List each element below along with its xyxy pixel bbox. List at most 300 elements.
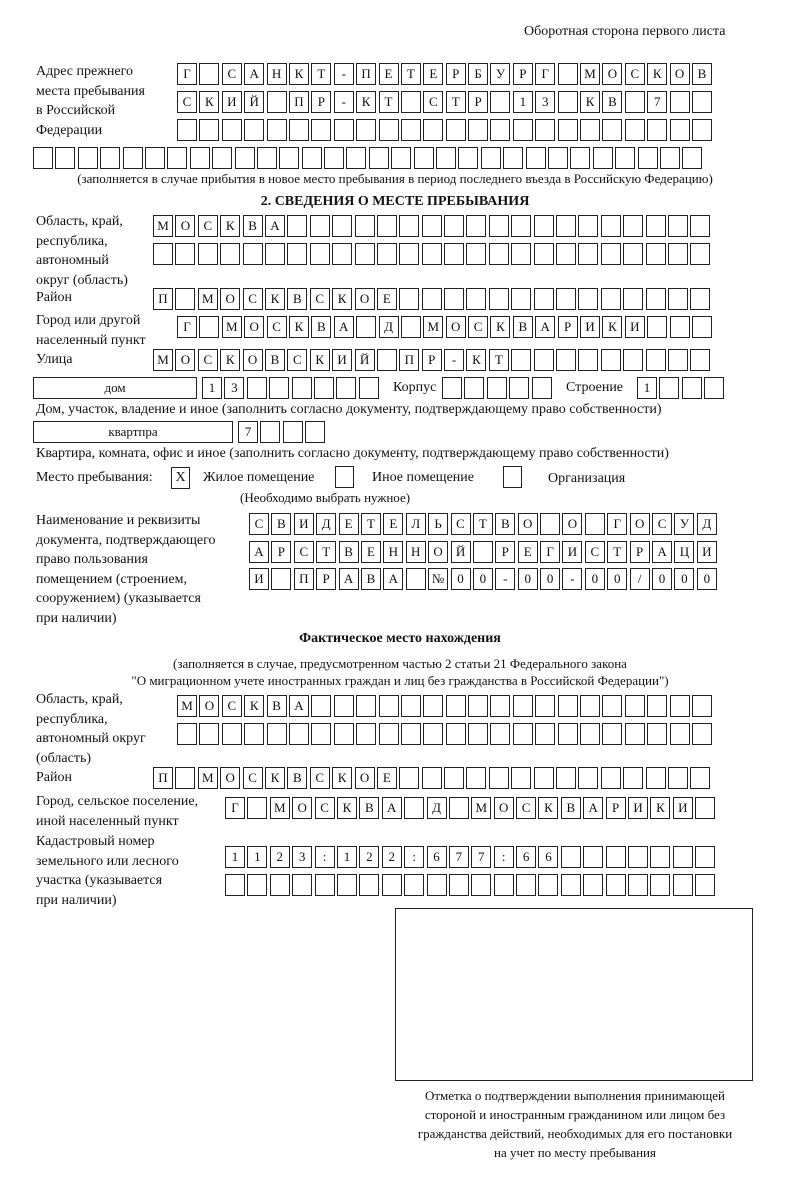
char-cell[interactable] [690, 243, 710, 265]
char-cell[interactable]: М [177, 695, 197, 717]
char-cell[interactable]: Д [379, 316, 399, 338]
char-cell[interactable] [682, 147, 702, 169]
char-cell[interactable]: А [583, 797, 603, 819]
char-cell[interactable]: Н [383, 541, 403, 563]
char-cell[interactable] [659, 377, 679, 399]
char-cell[interactable] [692, 695, 712, 717]
char-cell[interactable] [670, 316, 690, 338]
street-row[interactable] [153, 349, 713, 371]
char-cell[interactable] [593, 147, 613, 169]
char-cell[interactable] [561, 874, 581, 896]
char-cell[interactable]: И [562, 541, 582, 563]
char-cell[interactable]: 3 [292, 846, 312, 868]
char-cell[interactable] [369, 147, 389, 169]
char-cell[interactable]: О [355, 288, 375, 310]
char-cell[interactable] [177, 119, 197, 141]
char-cell[interactable]: В [495, 513, 515, 535]
char-cell[interactable] [283, 421, 303, 443]
char-cell[interactable]: 2 [270, 846, 290, 868]
char-cell[interactable] [260, 421, 280, 443]
char-cell[interactable] [270, 874, 290, 896]
char-cell[interactable]: С [267, 316, 287, 338]
char-cell[interactable]: 1 [337, 846, 357, 868]
char-cell[interactable]: И [294, 513, 314, 535]
char-cell[interactable]: О [220, 288, 240, 310]
flat-number-row[interactable] [238, 421, 328, 443]
char-cell[interactable] [302, 147, 322, 169]
char-cell[interactable]: 1 [513, 91, 533, 113]
char-cell[interactable] [444, 243, 464, 265]
char-cell[interactable] [334, 695, 354, 717]
char-cell[interactable] [379, 723, 399, 745]
char-cell[interactable] [404, 797, 424, 819]
char-cell[interactable]: С [287, 349, 307, 371]
char-cell[interactable] [516, 874, 536, 896]
char-cell[interactable] [359, 874, 379, 896]
char-cell[interactable]: 6 [538, 846, 558, 868]
char-cell[interactable] [145, 147, 165, 169]
char-cell[interactable]: И [580, 316, 600, 338]
char-cell[interactable]: Г [177, 63, 197, 85]
char-cell[interactable] [314, 377, 334, 399]
char-cell[interactable] [628, 846, 648, 868]
char-cell[interactable] [695, 846, 715, 868]
char-cell[interactable] [468, 695, 488, 717]
char-cell[interactable]: И [625, 316, 645, 338]
char-cell[interactable] [458, 147, 478, 169]
char-cell[interactable]: П [399, 349, 419, 371]
char-cell[interactable]: К [490, 316, 510, 338]
char-cell[interactable]: А [249, 541, 269, 563]
char-cell[interactable]: О [199, 695, 219, 717]
char-cell[interactable] [625, 695, 645, 717]
char-cell[interactable] [646, 767, 666, 789]
char-cell[interactable]: О [494, 797, 514, 819]
char-cell[interactable]: 1 [202, 377, 222, 399]
char-cell[interactable]: Р [316, 568, 336, 590]
char-cell[interactable] [324, 147, 344, 169]
char-cell[interactable] [670, 119, 690, 141]
char-cell[interactable]: К [332, 767, 352, 789]
previous-address-row[interactable] [177, 91, 714, 113]
char-cell[interactable]: С [243, 288, 263, 310]
char-cell[interactable] [601, 767, 621, 789]
char-cell[interactable] [623, 215, 643, 237]
char-cell[interactable] [287, 215, 307, 237]
char-cell[interactable]: Г [225, 797, 245, 819]
char-cell[interactable]: К [580, 91, 600, 113]
char-cell[interactable] [356, 695, 376, 717]
char-cell[interactable] [247, 377, 267, 399]
char-cell[interactable] [382, 874, 402, 896]
char-cell[interactable]: Т [607, 541, 627, 563]
char-cell[interactable]: В [271, 513, 291, 535]
char-cell[interactable]: 0 [540, 568, 560, 590]
char-cell[interactable] [466, 215, 486, 237]
char-cell[interactable]: Г [540, 541, 560, 563]
char-cell[interactable]: 7 [471, 846, 491, 868]
char-cell[interactable]: Д [316, 513, 336, 535]
char-cell[interactable]: С [451, 513, 471, 535]
char-cell[interactable]: С [249, 513, 269, 535]
char-cell[interactable] [332, 243, 352, 265]
char-cell[interactable] [628, 874, 648, 896]
char-cell[interactable] [583, 874, 603, 896]
char-cell[interactable] [601, 349, 621, 371]
actual-region-row[interactable] [177, 695, 714, 717]
char-cell[interactable] [511, 215, 531, 237]
char-cell[interactable] [602, 723, 622, 745]
char-cell[interactable]: И [249, 568, 269, 590]
char-cell[interactable] [356, 723, 376, 745]
char-cell[interactable]: К [602, 316, 622, 338]
char-cell[interactable] [503, 147, 523, 169]
char-cell[interactable]: С [585, 541, 605, 563]
char-cell[interactable]: 3 [535, 91, 555, 113]
char-cell[interactable] [466, 243, 486, 265]
char-cell[interactable] [311, 723, 331, 745]
char-cell[interactable]: Р [271, 541, 291, 563]
char-cell[interactable] [190, 147, 210, 169]
char-cell[interactable]: О [243, 349, 263, 371]
char-cell[interactable] [623, 349, 643, 371]
char-cell[interactable] [668, 767, 688, 789]
char-cell[interactable] [422, 243, 442, 265]
char-cell[interactable] [601, 243, 621, 265]
char-cell[interactable]: Ь [428, 513, 448, 535]
char-cell[interactable] [468, 723, 488, 745]
char-cell[interactable] [602, 119, 622, 141]
char-cell[interactable] [602, 695, 622, 717]
actual-region-row[interactable] [177, 723, 714, 745]
char-cell[interactable] [690, 767, 710, 789]
char-cell[interactable] [606, 846, 626, 868]
char-cell[interactable]: Е [361, 541, 381, 563]
char-cell[interactable]: Т [361, 513, 381, 535]
char-cell[interactable]: В [692, 63, 712, 85]
document-row[interactable] [249, 568, 719, 590]
char-cell[interactable]: К [647, 63, 667, 85]
char-cell[interactable] [287, 243, 307, 265]
char-cell[interactable] [244, 119, 264, 141]
char-cell[interactable]: П [289, 91, 309, 113]
char-cell[interactable]: 0 [451, 568, 471, 590]
region-row[interactable] [153, 243, 713, 265]
char-cell[interactable]: П [294, 568, 314, 590]
char-cell[interactable]: 0 [697, 568, 717, 590]
char-cell[interactable]: 1 [247, 846, 267, 868]
char-cell[interactable]: С [516, 797, 536, 819]
char-cell[interactable]: О [244, 316, 264, 338]
stay-residential-checkbox[interactable]: X [171, 467, 190, 489]
char-cell[interactable] [556, 243, 576, 265]
char-cell[interactable] [580, 119, 600, 141]
char-cell[interactable] [695, 874, 715, 896]
char-cell[interactable]: Р [606, 797, 626, 819]
previous-address-row[interactable] [33, 147, 705, 169]
char-cell[interactable]: А [652, 541, 672, 563]
char-cell[interactable] [580, 723, 600, 745]
char-cell[interactable] [668, 243, 688, 265]
char-cell[interactable] [511, 288, 531, 310]
char-cell[interactable] [601, 215, 621, 237]
char-cell[interactable] [490, 119, 510, 141]
char-cell[interactable] [468, 119, 488, 141]
char-cell[interactable]: Р [495, 541, 515, 563]
char-cell[interactable]: 2 [359, 846, 379, 868]
char-cell[interactable]: / [630, 568, 650, 590]
char-cell[interactable] [334, 723, 354, 745]
char-cell[interactable]: 0 [473, 568, 493, 590]
char-cell[interactable] [199, 316, 219, 338]
house-type-field[interactable]: дом [33, 377, 197, 399]
char-cell[interactable] [222, 119, 242, 141]
char-cell[interactable] [257, 147, 277, 169]
house-number-row[interactable] [202, 377, 381, 399]
district-row[interactable] [153, 288, 713, 310]
char-cell[interactable]: О [292, 797, 312, 819]
char-cell[interactable] [422, 767, 442, 789]
char-cell[interactable]: У [490, 63, 510, 85]
char-cell[interactable] [444, 288, 464, 310]
char-cell[interactable] [199, 63, 219, 85]
char-cell[interactable] [177, 723, 197, 745]
char-cell[interactable] [690, 288, 710, 310]
char-cell[interactable]: В [287, 288, 307, 310]
char-cell[interactable] [471, 874, 491, 896]
char-cell[interactable] [422, 288, 442, 310]
char-cell[interactable] [540, 513, 560, 535]
char-cell[interactable] [647, 695, 667, 717]
char-cell[interactable] [660, 147, 680, 169]
char-cell[interactable] [265, 243, 285, 265]
char-cell[interactable] [401, 723, 421, 745]
char-cell[interactable] [449, 797, 469, 819]
char-cell[interactable] [489, 288, 509, 310]
char-cell[interactable]: М [198, 288, 218, 310]
char-cell[interactable] [670, 723, 690, 745]
char-cell[interactable] [623, 243, 643, 265]
char-cell[interactable] [198, 243, 218, 265]
char-cell[interactable] [244, 723, 264, 745]
char-cell[interactable] [585, 513, 605, 535]
char-cell[interactable] [647, 316, 667, 338]
char-cell[interactable] [513, 723, 533, 745]
char-cell[interactable]: В [287, 767, 307, 789]
char-cell[interactable] [625, 91, 645, 113]
char-cell[interactable]: Р [558, 316, 578, 338]
actual-district-row[interactable] [153, 767, 713, 789]
char-cell[interactable] [668, 215, 688, 237]
char-cell[interactable] [490, 695, 510, 717]
char-cell[interactable] [647, 119, 667, 141]
char-cell[interactable]: С [423, 91, 443, 113]
char-cell[interactable] [423, 723, 443, 745]
char-cell[interactable] [534, 288, 554, 310]
char-cell[interactable] [561, 846, 581, 868]
char-cell[interactable] [212, 147, 232, 169]
char-cell[interactable] [646, 349, 666, 371]
char-cell[interactable] [414, 147, 434, 169]
char-cell[interactable] [311, 119, 331, 141]
char-cell[interactable]: Г [177, 316, 197, 338]
previous-address-row[interactable] [177, 119, 714, 141]
char-cell[interactable] [670, 695, 690, 717]
char-cell[interactable] [310, 243, 330, 265]
char-cell[interactable]: Е [339, 513, 359, 535]
char-cell[interactable] [289, 119, 309, 141]
char-cell[interactable]: В [243, 215, 263, 237]
char-cell[interactable] [315, 874, 335, 896]
char-cell[interactable] [356, 316, 376, 338]
char-cell[interactable] [601, 288, 621, 310]
char-cell[interactable]: : [315, 846, 335, 868]
char-cell[interactable] [359, 377, 379, 399]
char-cell[interactable]: М [222, 316, 242, 338]
char-cell[interactable] [33, 147, 53, 169]
char-cell[interactable] [220, 243, 240, 265]
char-cell[interactable]: И [628, 797, 648, 819]
char-cell[interactable] [625, 119, 645, 141]
char-cell[interactable]: О [602, 63, 622, 85]
char-cell[interactable]: Е [379, 63, 399, 85]
char-cell[interactable] [580, 695, 600, 717]
char-cell[interactable] [615, 147, 635, 169]
char-cell[interactable] [578, 349, 598, 371]
char-cell[interactable] [153, 243, 173, 265]
char-cell[interactable]: В [359, 797, 379, 819]
char-cell[interactable] [334, 119, 354, 141]
char-cell[interactable] [466, 767, 486, 789]
char-cell[interactable] [682, 377, 702, 399]
char-cell[interactable]: О [355, 767, 375, 789]
char-cell[interactable] [399, 243, 419, 265]
char-cell[interactable] [267, 723, 287, 745]
char-cell[interactable]: В [561, 797, 581, 819]
char-cell[interactable]: И [673, 797, 693, 819]
char-cell[interactable] [556, 767, 576, 789]
char-cell[interactable] [692, 91, 712, 113]
char-cell[interactable]: Т [446, 91, 466, 113]
char-cell[interactable]: М [270, 797, 290, 819]
char-cell[interactable] [444, 767, 464, 789]
char-cell[interactable]: : [404, 846, 424, 868]
char-cell[interactable]: П [153, 767, 173, 789]
char-cell[interactable]: 7 [647, 91, 667, 113]
char-cell[interactable] [55, 147, 75, 169]
char-cell[interactable] [279, 147, 299, 169]
char-cell[interactable] [578, 215, 598, 237]
char-cell[interactable]: Н [267, 63, 287, 85]
char-cell[interactable] [646, 215, 666, 237]
char-cell[interactable] [399, 767, 419, 789]
char-cell[interactable] [436, 147, 456, 169]
char-cell[interactable]: О [428, 541, 448, 563]
char-cell[interactable] [427, 874, 447, 896]
char-cell[interactable] [673, 874, 693, 896]
char-cell[interactable]: Е [423, 63, 443, 85]
char-cell[interactable] [167, 147, 187, 169]
char-cell[interactable] [535, 119, 555, 141]
char-cell[interactable]: И [332, 349, 352, 371]
char-cell[interactable]: Е [377, 767, 397, 789]
char-cell[interactable]: О [670, 63, 690, 85]
char-cell[interactable] [406, 568, 426, 590]
char-cell[interactable] [534, 349, 554, 371]
char-cell[interactable] [690, 215, 710, 237]
char-cell[interactable]: О [518, 513, 538, 535]
char-cell[interactable]: О [630, 513, 650, 535]
char-cell[interactable] [464, 377, 484, 399]
char-cell[interactable] [558, 723, 578, 745]
char-cell[interactable] [289, 723, 309, 745]
char-cell[interactable] [692, 119, 712, 141]
char-cell[interactable]: В [602, 91, 622, 113]
char-cell[interactable]: - [444, 349, 464, 371]
char-cell[interactable] [490, 91, 510, 113]
char-cell[interactable] [606, 874, 626, 896]
char-cell[interactable] [673, 846, 693, 868]
char-cell[interactable] [379, 119, 399, 141]
char-cell[interactable] [623, 767, 643, 789]
char-cell[interactable] [695, 797, 715, 819]
char-cell[interactable]: 6 [516, 846, 536, 868]
char-cell[interactable] [401, 119, 421, 141]
char-cell[interactable]: С [294, 541, 314, 563]
char-cell[interactable]: К [650, 797, 670, 819]
char-cell[interactable] [391, 147, 411, 169]
char-cell[interactable]: Е [383, 513, 403, 535]
char-cell[interactable]: Т [311, 63, 331, 85]
char-cell[interactable] [292, 874, 312, 896]
char-cell[interactable] [100, 147, 120, 169]
char-cell[interactable] [222, 723, 242, 745]
char-cell[interactable]: 0 [674, 568, 694, 590]
char-cell[interactable] [692, 316, 712, 338]
char-cell[interactable] [647, 723, 667, 745]
char-cell[interactable]: С [652, 513, 672, 535]
char-cell[interactable]: А [265, 215, 285, 237]
building-row[interactable] [637, 377, 727, 399]
char-cell[interactable] [473, 541, 493, 563]
char-cell[interactable] [578, 767, 598, 789]
char-cell[interactable]: Л [406, 513, 426, 535]
char-cell[interactable] [355, 215, 375, 237]
char-cell[interactable]: К [265, 288, 285, 310]
char-cell[interactable]: А [289, 695, 309, 717]
char-cell[interactable]: 3 [224, 377, 244, 399]
char-cell[interactable] [558, 695, 578, 717]
cadastral-row[interactable] [225, 846, 718, 868]
char-cell[interactable] [690, 349, 710, 371]
char-cell[interactable]: 0 [518, 568, 538, 590]
char-cell[interactable]: О [175, 215, 195, 237]
char-cell[interactable] [558, 91, 578, 113]
char-cell[interactable]: Г [535, 63, 555, 85]
char-cell[interactable] [175, 288, 195, 310]
char-cell[interactable]: С [310, 767, 330, 789]
char-cell[interactable] [578, 288, 598, 310]
char-cell[interactable]: А [339, 568, 359, 590]
char-cell[interactable] [489, 243, 509, 265]
char-cell[interactable]: М [153, 349, 173, 371]
char-cell[interactable]: Р [422, 349, 442, 371]
char-cell[interactable] [490, 723, 510, 745]
char-cell[interactable]: : [494, 846, 514, 868]
char-cell[interactable] [509, 377, 529, 399]
char-cell[interactable] [404, 874, 424, 896]
char-cell[interactable]: А [382, 797, 402, 819]
